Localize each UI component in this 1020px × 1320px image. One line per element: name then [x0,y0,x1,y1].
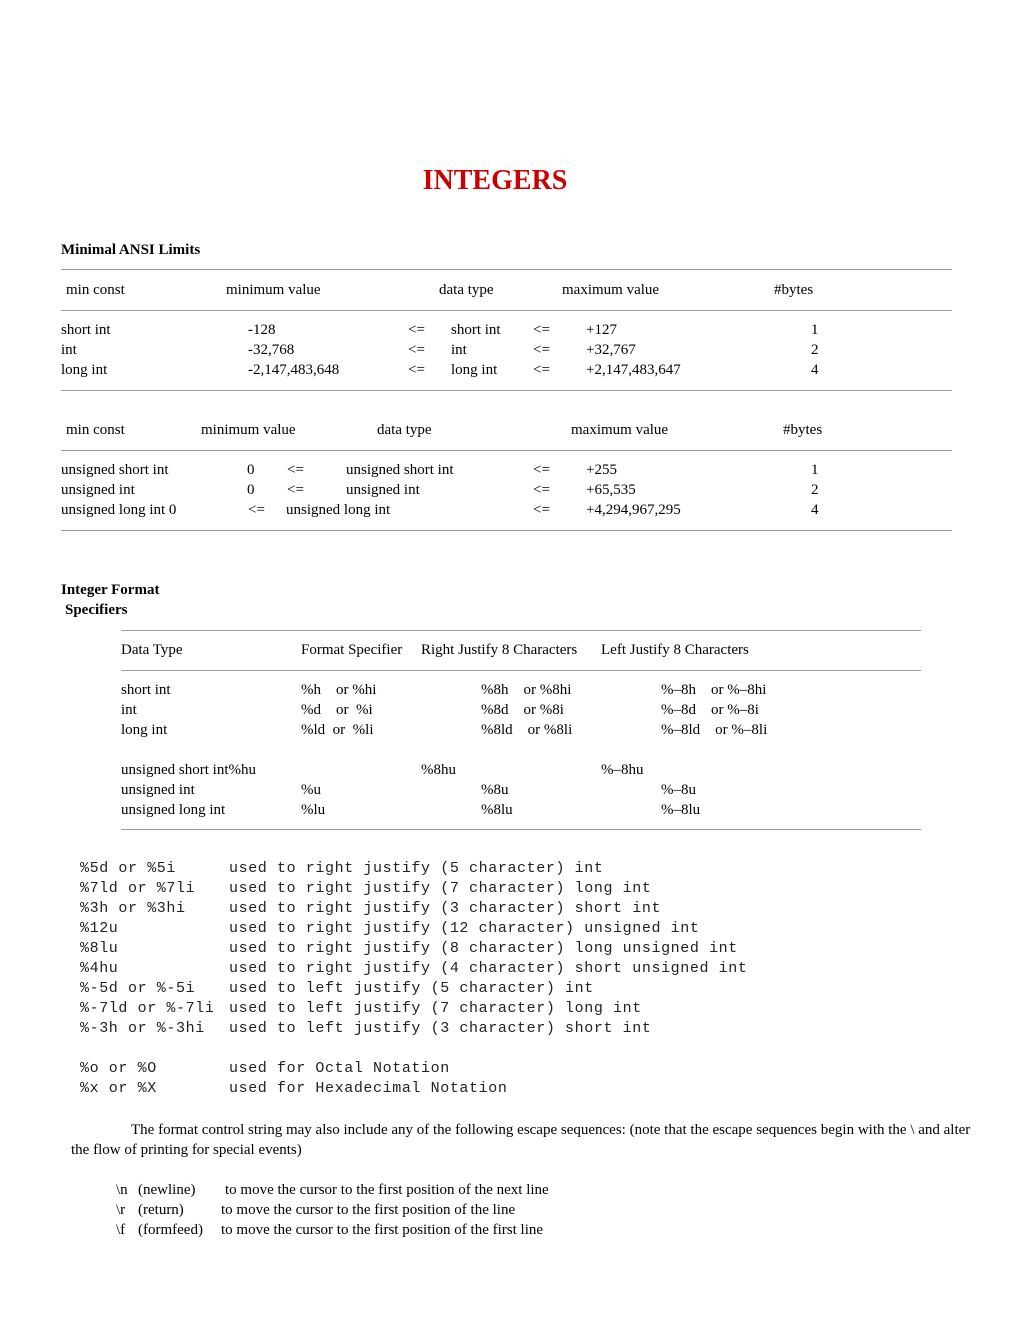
cell-type: long int [121,722,168,738]
usage-desc: used to right justify (8 character) long unsigned int [229,940,738,957]
cell-operator: <= [533,342,550,358]
cell-bytes: 4 [811,362,819,378]
cell-min: -32,768 [248,342,295,358]
cell-min: 0 [247,462,255,478]
cell-left: %–8ld or %–8li [661,722,768,738]
cell-name: int [61,342,77,358]
cell-type: unsigned long int [286,502,391,518]
cell-max: +32,767 [586,342,636,358]
usage-desc: used to left justify (3 character) short int [229,1020,652,1037]
cell-right: %8hu [421,762,456,778]
usage-spec: %7ld or %7li [80,880,196,897]
usage-spec: %4hu [80,960,119,977]
cell-max: +65,535 [586,482,636,498]
divider [61,269,952,270]
cell-type-spec: unsigned short int%hu [121,762,256,778]
cell-left: %–8h or %–8hi [661,682,767,698]
cell-type: short int [451,322,501,338]
usage-spec: %o or %O [80,1060,157,1077]
escape-seq: \n [116,1182,128,1198]
column-header: minimum value [201,422,296,438]
column-header: #bytes [774,282,814,298]
cell-type: unsigned int [346,482,420,498]
cell-bytes: 1 [811,322,819,338]
usage-spec: %8lu [80,940,119,957]
divider [61,310,952,311]
cell-name: short int [61,322,111,338]
cell-operator: <= [287,482,304,498]
cell-bytes: 4 [811,502,819,518]
cell-right: %8lu [481,802,513,818]
usage-desc: used to left justify (7 character) long int [229,1000,642,1017]
usage-desc: used for Octal Notation [229,1060,450,1077]
escape-desc: to move the cursor to the first position of the line [221,1202,516,1218]
column-header: #bytes [783,422,823,438]
cell-spec: %u [301,782,321,798]
limits-heading: Minimal ANSI Limits [61,242,201,258]
cell-max: +255 [586,462,617,478]
cell-type: int [121,702,137,718]
column-header: minimum value [226,282,321,298]
column-header: data type [439,282,494,298]
column-header: data type [377,422,432,438]
usage-desc: used to right justify (12 character) unsigned int [229,920,700,937]
cell-type: int [451,342,467,358]
usage-desc: used to left justify (5 character) int [229,980,594,997]
cell-type: unsigned long int [121,802,226,818]
column-header: maximum value [562,282,660,298]
divider [61,390,952,391]
escape-name: (formfeed) [138,1222,203,1238]
cell-type: unsigned int [121,782,195,798]
cell-operator: <= [248,502,265,518]
cell-operator: <= [533,482,550,498]
usage-desc: used to right justify (5 character) int [229,860,604,877]
cell-bytes: 2 [811,342,819,358]
cell-name: unsigned long int 0 [61,502,177,518]
usage-spec: %x or %X [80,1080,157,1097]
column-header: Data Type [121,642,183,658]
escape-seq: \r [116,1202,126,1218]
cell-type: short int [121,682,171,698]
cell-left: %–8u [661,782,696,798]
usage-desc: used to right justify (3 character) short int [229,900,662,917]
cell-name: unsigned int [61,482,135,498]
cell-type: unsigned short int [346,462,454,478]
cell-operator: <= [533,322,550,338]
cell-right: %8u [481,782,509,798]
cell-right: %8d or %8i [481,702,564,718]
usage-desc: used for Hexadecimal Notation [229,1080,508,1097]
cell-operator: <= [533,502,550,518]
divider [121,670,921,671]
cell-right: %8ld or %8li [481,722,573,738]
column-header: Right Justify 8 Characters [421,642,578,658]
escape-desc: to move the cursor to the first position of the next line [225,1182,549,1198]
cell-min: -2,147,483,648 [248,362,340,378]
usage-spec: %12u [80,920,119,937]
cell-left: %–8hu [601,762,644,778]
cell-left: %–8lu [661,802,701,818]
cell-bytes: 1 [811,462,819,478]
cell-max: +127 [586,322,617,338]
cell-operator: <= [287,462,304,478]
escape-name: (return) [138,1202,184,1218]
cell-max: +2,147,483,647 [586,362,681,378]
cell-operator: <= [408,362,425,378]
cell-operator: <= [408,342,425,358]
cell-spec: %lu [301,802,326,818]
cell-operator: <= [533,462,550,478]
column-header: maximum value [571,422,669,438]
cell-operator: <= [408,322,425,338]
divider [121,829,921,830]
escape-seq: \f [116,1222,126,1238]
usage-spec: %3h or %3hi [80,900,186,917]
escape-desc: to move the cursor to the first position of the first line [221,1222,544,1238]
column-header: min const [66,282,125,298]
usage-spec: %-3h or %-3hi [80,1020,205,1037]
format-heading: Integer Format [61,582,160,598]
escape-paragraph: The format control string may also include any of the following escape sequences: (note that the escape sequences begin with the \ and alter the flow of printing for special events) [71,1122,971,1158]
cell-name: unsigned short int [61,462,169,478]
usage-desc: used to right justify (7 character) long int [229,880,652,897]
cell-type: long int [451,362,498,378]
cell-spec: %d or %i [301,702,373,718]
cell-min: -128 [248,322,276,338]
escape-name: (newline) [138,1182,196,1198]
cell-name: long int [61,362,108,378]
page-title: INTEGERS [422,165,568,196]
cell-spec: %ld or %li [301,722,374,738]
cell-max: +4,294,967,295 [586,502,681,518]
usage-spec: %-7ld or %-7li [80,1000,215,1017]
column-header: Format Specifier [301,642,403,658]
divider [61,530,952,531]
cell-operator: <= [533,362,550,378]
column-header: Left Justify 8 Characters [601,642,749,658]
divider [61,450,952,451]
cell-bytes: 2 [811,482,819,498]
divider [121,630,921,631]
usage-spec: %-5d or %-5i [80,980,196,997]
cell-right: %8h or %8hi [481,682,572,698]
cell-spec: %h or %hi [301,682,377,698]
cell-min: 0 [247,482,255,498]
cell-left: %–8d or %–8i [661,702,759,718]
usage-spec: %5d or %5i [80,860,177,877]
usage-desc: used to right justify (4 character) short unsigned int [229,960,748,977]
column-header: min const [66,422,125,438]
format-heading-cont: Specifiers [65,602,128,618]
